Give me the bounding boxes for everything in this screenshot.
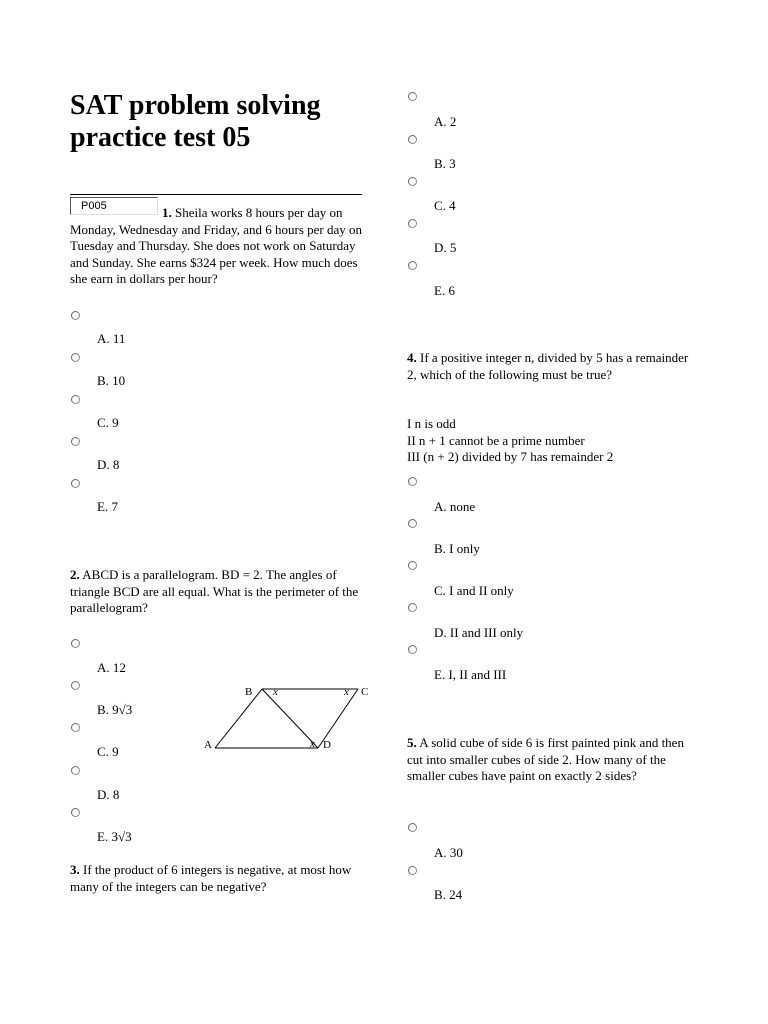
q4-option-a-radio[interactable] bbox=[408, 477, 417, 486]
q2-option-b-label: B. 9√3 bbox=[97, 702, 133, 717]
question-text: If a positive integer n, divided by 5 has a remainder 2, which of the following must be true? bbox=[407, 350, 689, 382]
q3-option-c-radio[interactable] bbox=[408, 177, 417, 186]
statement-1: I n is odd bbox=[407, 416, 456, 431]
question-number: 3. bbox=[70, 862, 80, 877]
q1-option-b-label: B. 10 bbox=[97, 373, 126, 388]
q2-option-a-radio[interactable] bbox=[71, 639, 80, 648]
question-2 bbox=[70, 567, 362, 617]
q1-option-e-radio[interactable] bbox=[71, 479, 80, 488]
page-title bbox=[70, 90, 370, 154]
q3-option-a-radio[interactable] bbox=[408, 92, 417, 101]
q5-option-a-label: A. 30 bbox=[434, 845, 463, 860]
question-number: 4. bbox=[407, 350, 417, 365]
angle-label-x: x bbox=[344, 686, 349, 698]
q2-option-e-label: E. 3√3 bbox=[97, 829, 132, 844]
q4-option-c-radio[interactable] bbox=[408, 561, 417, 570]
q2-option-d-radio[interactable] bbox=[71, 766, 80, 775]
question-text: If the product of 6 integers is negative, at most how many of the integers can be negative? bbox=[70, 862, 352, 894]
q1-option-d-label: D. 8 bbox=[97, 457, 120, 472]
vertex-label-c: C bbox=[361, 686, 369, 698]
statement-2: II n + 1 cannot be a prime number bbox=[407, 432, 585, 448]
q5-option-b-radio[interactable] bbox=[408, 866, 417, 875]
question-5 bbox=[407, 735, 702, 785]
q3-option-c-label: C. 4 bbox=[434, 198, 456, 213]
q1-option-e-label: E. 7 bbox=[97, 499, 118, 514]
angle-label-x: x bbox=[273, 686, 278, 698]
question-3 bbox=[70, 862, 362, 895]
q4-option-a-label: A. none bbox=[434, 499, 476, 514]
question-text: Sheila works 8 hours per day on Monday, Wednesday and Friday, and 6 hours per day on Tuesday and Thursday. She does not work on Saturday and Sunday. She earns $324 per week. How much does she earn in dollars per hour? bbox=[70, 205, 362, 286]
q4-option-b-radio[interactable] bbox=[408, 519, 417, 528]
q4-option-e-radio[interactable] bbox=[408, 645, 417, 654]
vertex-label-a: A bbox=[204, 739, 212, 751]
question-4 bbox=[407, 350, 699, 383]
q5-option-a-radio[interactable] bbox=[408, 823, 417, 832]
q3-option-a-label: A. 2 bbox=[434, 114, 457, 129]
vertex-label-d: D bbox=[323, 739, 331, 751]
title-line-1: SAT problem solving bbox=[70, 90, 321, 121]
q2-option-c-radio[interactable] bbox=[71, 723, 80, 732]
question-1 bbox=[70, 205, 362, 288]
q3-option-d-label: D. 5 bbox=[434, 240, 457, 255]
q1-option-d-radio[interactable] bbox=[71, 437, 80, 446]
angle-label-x: x bbox=[310, 738, 315, 750]
question-number: 2. bbox=[70, 567, 80, 582]
q2-option-c-label: C. 9 bbox=[97, 744, 119, 759]
q4-option-e-label: E. I, II and III bbox=[434, 667, 507, 682]
question-number: 1. bbox=[162, 205, 172, 220]
q4-option-c-label: C. I and II only bbox=[434, 583, 514, 598]
q3-option-b-label: B. 3 bbox=[434, 156, 456, 171]
q4-option-d-radio[interactable] bbox=[408, 603, 417, 612]
q2-option-d-label: D. 8 bbox=[97, 787, 120, 802]
q4-option-b-label: B. I only bbox=[434, 541, 480, 556]
q1-option-a-label: A. 11 bbox=[97, 331, 126, 346]
q1-option-c-radio[interactable] bbox=[71, 395, 80, 404]
question-text: ABCD is a parallelogram. BD = 2. The angles of triangle BCD are all equal. What is the perimeter of the parallelogram? bbox=[70, 567, 359, 615]
side-ba bbox=[215, 689, 262, 748]
q1-option-a-radio[interactable] bbox=[71, 311, 80, 320]
q1-option-b-radio[interactable] bbox=[71, 353, 80, 362]
question-4-statements bbox=[407, 416, 707, 466]
q4-option-d-label: D. II and III only bbox=[434, 625, 524, 640]
question-number: 5. bbox=[407, 735, 417, 750]
q5-option-b-label: B. 24 bbox=[434, 887, 463, 902]
q2-option-a-label: A. 12 bbox=[97, 660, 126, 675]
q3-option-e-label: E. 6 bbox=[434, 283, 455, 298]
divider bbox=[70, 194, 362, 195]
q2-option-b-radio[interactable] bbox=[71, 681, 80, 690]
statement-3: III (n + 2) divided by 7 has remainder 2 bbox=[407, 449, 614, 464]
parallelogram-figure bbox=[200, 683, 380, 753]
vertex-label-b: B bbox=[245, 686, 253, 698]
question-text: A solid cube of side 6 is first painted pink and then cut into smaller cubes of side 2. How many of the smaller cubes have paint on exactly 2 sides? bbox=[407, 735, 684, 783]
test-id-field[interactable]: P005 bbox=[70, 197, 158, 215]
q1-option-c-label: C. 9 bbox=[97, 415, 119, 430]
q3-option-e-radio[interactable] bbox=[408, 261, 417, 270]
title-line-2: practice test 05 bbox=[70, 122, 251, 153]
q3-option-d-radio[interactable] bbox=[408, 219, 417, 228]
q3-option-b-radio[interactable] bbox=[408, 135, 417, 144]
q2-option-e-radio[interactable] bbox=[71, 808, 80, 817]
